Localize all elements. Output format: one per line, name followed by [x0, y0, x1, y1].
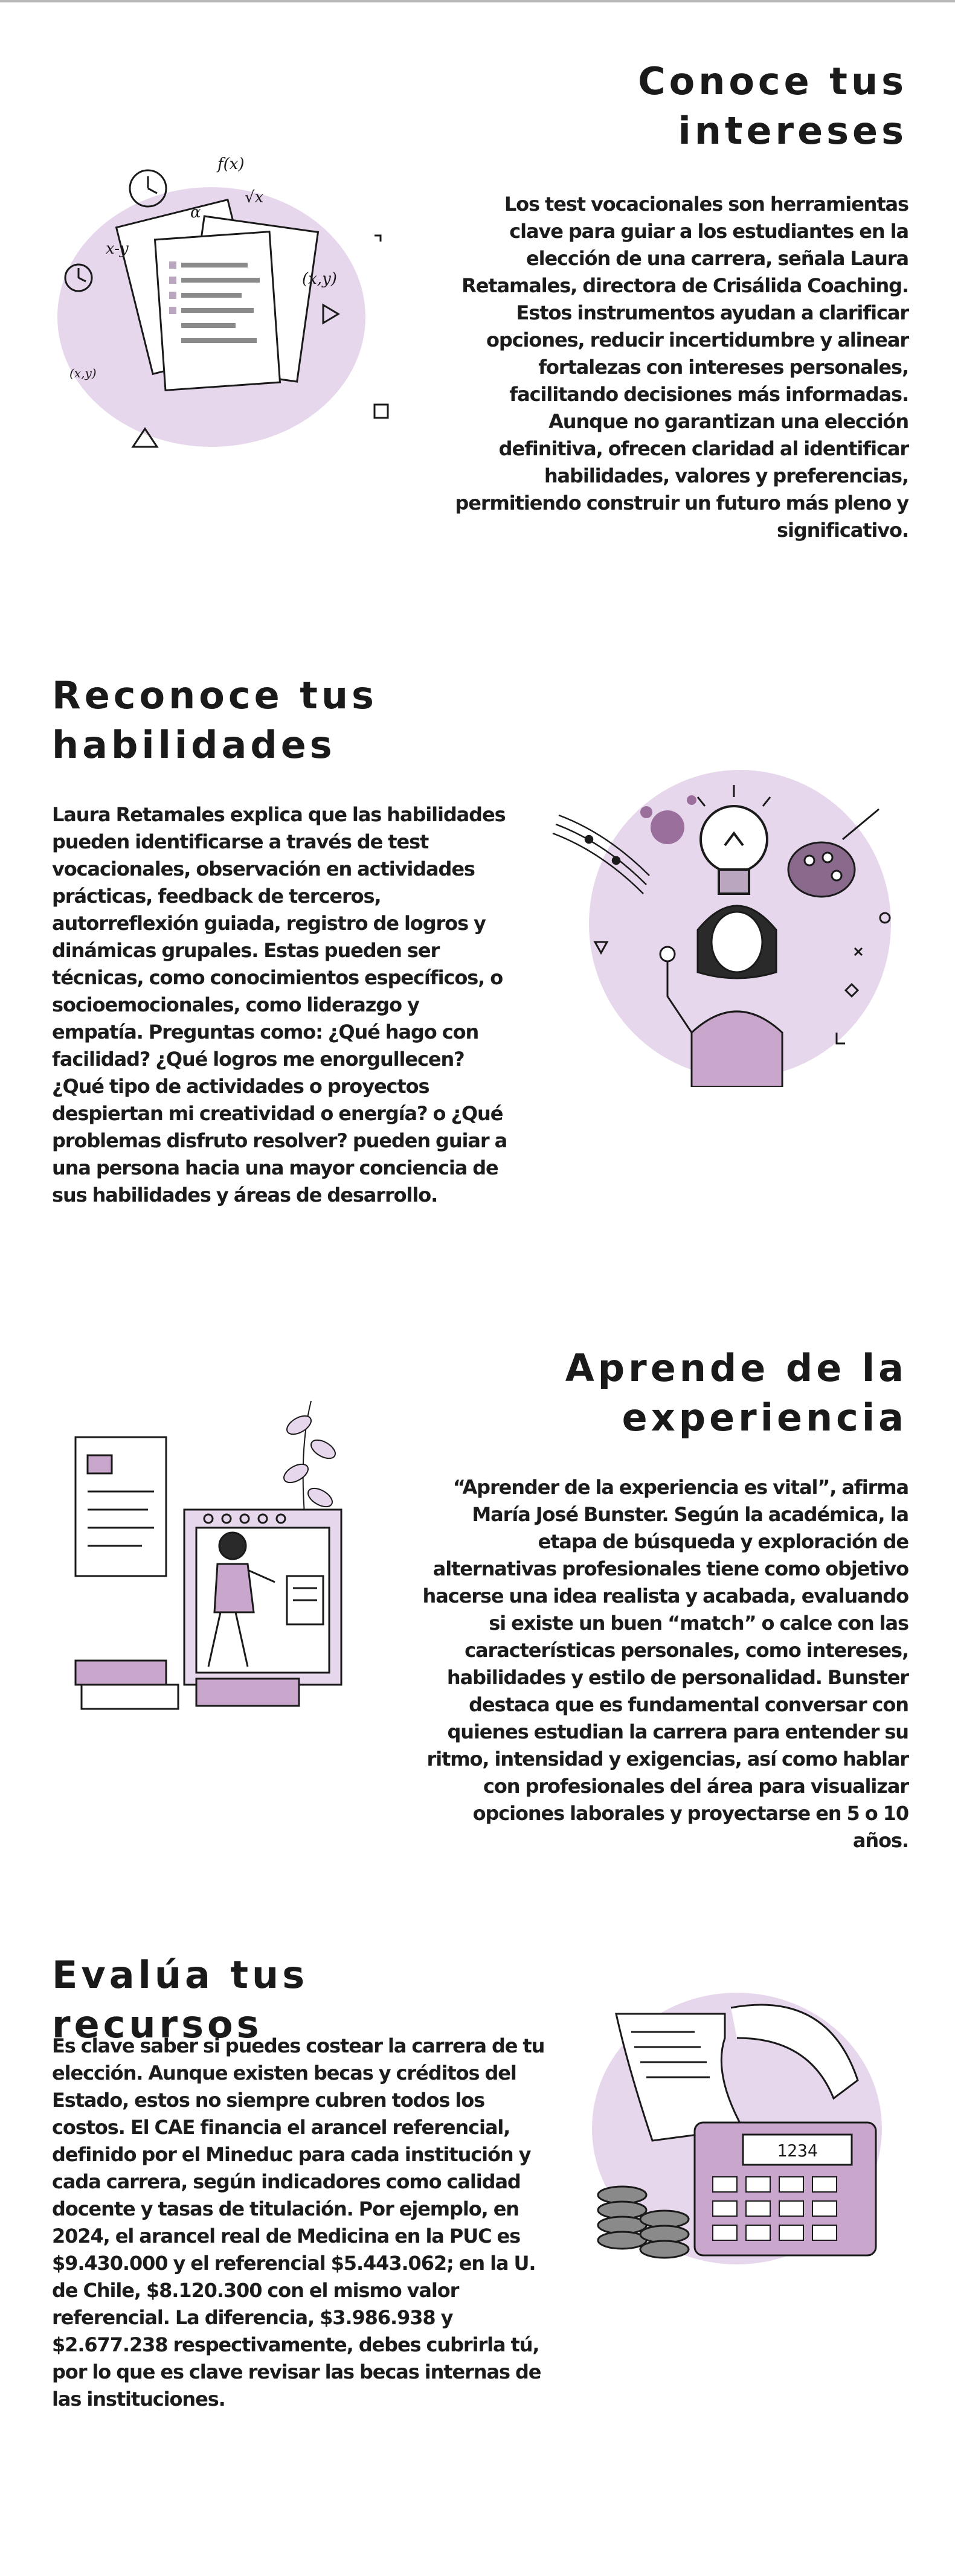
woman-board-illustration	[57, 1389, 408, 1727]
heading-reconoce-habilidades: Reconoce tus habilidades	[52, 673, 378, 767]
woman-idea-illustration	[516, 749, 915, 1087]
test-papers-illustration	[36, 145, 423, 471]
calculator-coins-illustration	[562, 1978, 912, 2292]
body-reconoce-habilidades: Laura Retamales explica que las habilidades pueden identificarse a través de test vocacionales, observación en actividades prácticas, feedback de terceros, autorreflexión guiada, registro de logros y dinámicas grupales. Estas pueden ser técnicas, como conocimientos específicos, o socioemocionales, como liderazgo y empatía. Preguntas como: ¿Qué hago con facilidad? ¿Qué logros me enorgullecen? ¿Qué tipo de actividades o proyectos despiertan mi creatividad o energía? o ¿Qué problemas disfruto resolver? pueden guiar a una persona hacia una mayor conciencia de sus habilidades y áreas de desarrollo.	[52, 803, 507, 1206]
body-aprende-experiencia: “Aprender de la experiencia es vital”, afirma María José Bunster. Según la académica, la etapa de búsqueda y exploración de alternativas profesionales tiene como objetivo hacerse una idea realista y acabada, evaluando si existe un buen “match” o calce con las características personales, como intereses, habilidades y estilo de personalidad. Bunster destaca que es fundamental conversar con quienes estudian la carrera para entender su ritmo, intensidad y exigencias, así como hablar con profesionales del área para visualizar opciones laborales y proyectarse en 5 o 10 años.	[422, 1476, 908, 1852]
heading-aprende-experiencia: Aprende de la experiencia	[565, 1346, 907, 1440]
top-rule	[0, 0, 955, 2]
heading-conoce-intereses: Conoce tus intereses	[638, 59, 907, 153]
body-evalua-recursos: Es clave saber si puedes costear la carrera de tu elección. Aunque existen becas y créditos del Estado, estos no siempre cubren todos los costos. El CAE financia el arancel referencial, definido por el Mineduc para cada institución y cada carrera, según indicadores como calidad docente y tasas de titulación. Por ejemplo, en 2024, el arancel real de Medicina en la PUC es $9.430.000 y el referencial $5.443.062; en la U. de Chile, $8.120.300 con el mismo valor referencial. La diferencia, $3.986.938 y $2.677.238 respectivamente, debes cubrirla tú, por lo que es clave revisar las becas internas de las instituciones.	[52, 2034, 545, 2411]
heading-evalua-recursos: Evalúa tus recursos	[52, 1953, 309, 2046]
doodle-alpha: α	[190, 203, 201, 222]
doodle-deg: (x,y)	[69, 366, 97, 380]
doodle-xy: x-y	[106, 240, 129, 258]
body-conoce-intereses: Los test vocacionales son herramientas clave para guiar a los estudiantes en la elección de una carrera, señala Laura Retamales, directora de Crisálida Coaching. Estos instrumentos ayudan a clarificar opciones, reducir incertidumbre y alinear fortalezas con intereses personales, facilitando decisiones más informadas. Aunque no garantizan una elección definitiva, ofrecen claridad al identificar habilidades, valores y preferencias, permitiendo construir un futuro más pleno y significativo.	[455, 193, 908, 542]
doodle-fxy: (x,y)	[302, 270, 337, 288]
doodle-fx: f(x)	[217, 155, 245, 173]
doodle-sqrt: √x	[245, 188, 264, 207]
calculator-display: 1234	[777, 2141, 818, 2161]
